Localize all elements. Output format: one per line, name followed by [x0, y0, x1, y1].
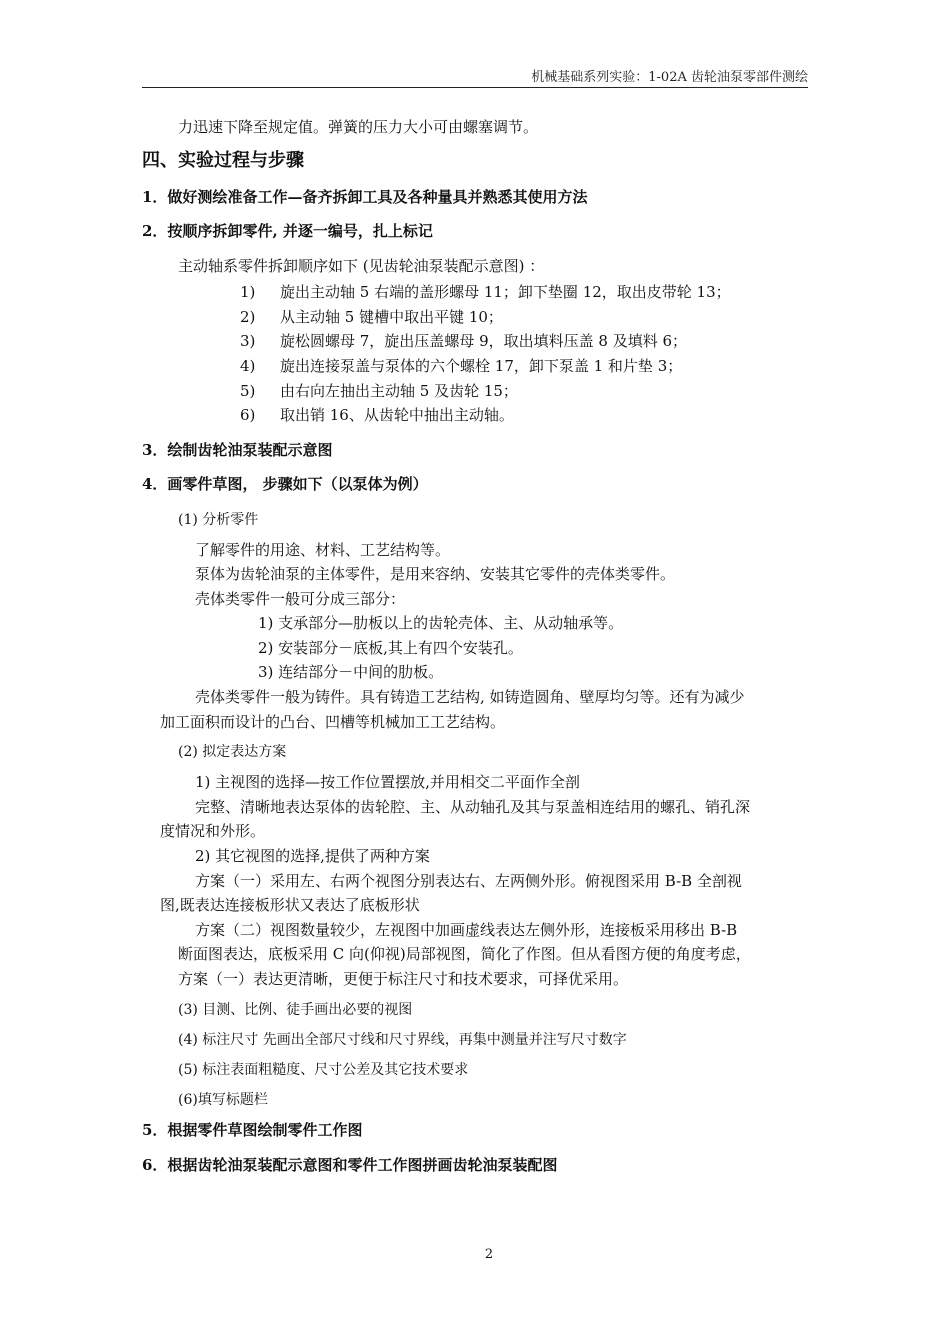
disassembly-item: 2) 从主动轴 5 键槽中取出平键 10；	[240, 308, 503, 326]
step-5-heading: 5．根据零件草图绘制零件工作图	[142, 1121, 363, 1139]
part-list-item: 2) 安装部分－底板,其上有四个安装孔。	[258, 639, 523, 657]
disassembly-item: 4) 旋出连接泵盖与泵体的六个螺栓 17，卸下泵盖 1 和片垫 3；	[240, 357, 683, 375]
disassembly-intro: 主动轴系零件拆卸顺序如下 (见齿轮油泵装配示意图) ：	[178, 257, 545, 275]
paragraph: 方案（一）采用左、右两个视图分别表达右、左两侧外形。俯视图采用 B-B 全剖视	[195, 872, 742, 890]
subsection-tolerances: (5) 标注表面粗糙度、尺寸公差及其它技术要求	[178, 1062, 469, 1078]
paragraph: 度情况和外形。	[160, 822, 266, 840]
disassembly-item: 5) 由右向左抽出主动轴 5 及齿轮 15；	[240, 382, 518, 400]
subsection-analyze-part: (1) 分析零件	[178, 512, 259, 528]
subsection-sketch-views: (3) 目测、比例、徒手画出必要的视图	[178, 1002, 413, 1018]
paragraph: 2) 其它视图的选择,提供了两种方案	[195, 847, 430, 865]
paragraph: 壳体类零件一般可分成三部分：	[195, 590, 406, 608]
step-4-heading: 4．画零件草图， 步骤如下（以泵体为例）	[142, 475, 428, 493]
paragraph: 断面图表达，底板采用 C 向(仰视)局部视图，简化了作图。但从看图方便的角度考虑，	[178, 945, 751, 963]
paragraph: 图,既表达连接板形状又表达了底板形状	[160, 896, 420, 914]
paragraph: 加工面积而设计的凸台、凹槽等机械加工工艺结构。	[160, 713, 506, 731]
step-1-heading: 1．做好测绘准备工作—备齐拆卸工具及各种量具并熟悉其使用方法	[142, 188, 588, 206]
part-list-item: 1) 支承部分—肋板以上的齿轮壳体、主、从动轴承等。	[258, 614, 624, 632]
paragraph: 了解零件的用途、材料、工艺结构等。	[195, 541, 451, 559]
disassembly-item: 6) 取出销 16、从齿轮中抽出主动轴。	[240, 406, 514, 424]
step-3-heading: 3．绘制齿轮油泵装配示意图	[142, 441, 333, 459]
paragraph: 完整、清晰地表达泵体的齿轮腔、主、从动轴孔及其与泵盖相连结用的螺孔、销孔深	[195, 798, 751, 816]
disassembly-item: 3) 旋松圆螺母 7，旋出压盖螺母 9，取出填料压盖 8 及填料 6；	[240, 332, 688, 350]
paragraph: 壳体类零件一般为铸件。具有铸造工艺结构, 如铸造圆角、壁厚均匀等。还有为减少	[195, 688, 745, 706]
paragraph: 1) 主视图的选择—按工作位置摆放,并用相交二平面作全剖	[195, 773, 580, 791]
step-6-heading: 6．根据齿轮油泵装配示意图和零件工作图拼画齿轮油泵装配图	[142, 1156, 558, 1174]
disassembly-item: 1) 旋出主动轴 5 右端的盖形螺母 11；卸下垫圈 12，取出皮带轮 13；	[240, 283, 731, 301]
subsection-expression-plan: (2) 拟定表达方案	[178, 744, 287, 760]
subsection-dimensions: (4) 标注尺寸 先画出全部尺寸线和尺寸界线，再集中测量并注写尺寸数字	[178, 1032, 627, 1048]
page-number: 2	[484, 1247, 494, 1262]
paragraph: 泵体为齿轮油泵的主体零件，是用来容纳、安装其它零件的壳体类零件。	[195, 565, 676, 583]
intro-continuation: 力迅速下降至规定值。弹簧的压力大小可由螺塞调节。	[178, 118, 539, 136]
step-2-heading: 2．按顺序拆卸零件, 并逐一编号，扎上标记	[142, 222, 433, 240]
subsection-title-block: (6)填写标题栏	[178, 1092, 268, 1108]
section-title: 四、实验过程与步骤	[142, 150, 304, 171]
header-rule	[142, 87, 808, 88]
paragraph: 方案（一）表达更清晰，更便于标注尺寸和技术要求，可择优采用。	[178, 970, 629, 988]
running-header: 机械基础系列实验：1-02A 齿轮油泵零部件测绘	[531, 70, 808, 85]
paragraph: 方案（二）视图数量较少，左视图中加画虚线表达左侧外形，连接板采用移出 B-B	[195, 921, 738, 939]
part-list-item: 3) 连结部分－中间的肋板。	[258, 663, 444, 681]
